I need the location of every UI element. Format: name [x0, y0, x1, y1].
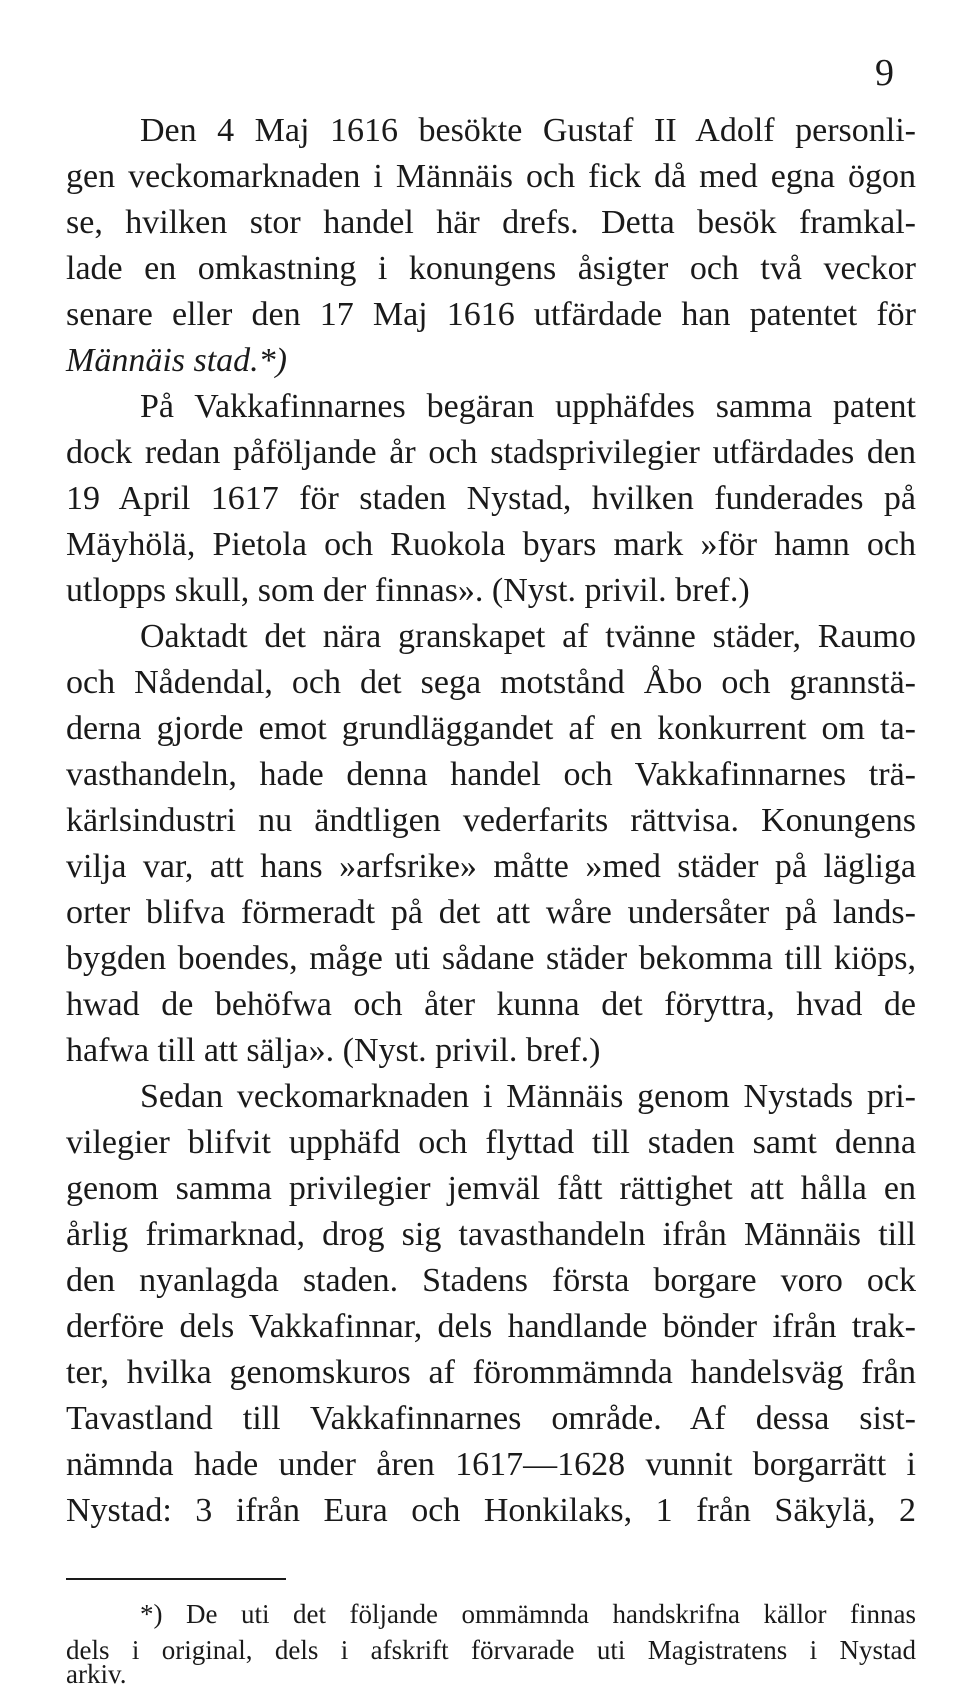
body-line-10: Mäyhölä, Pietola och Ruokola byars mark »för hamn och	[66, 526, 916, 563]
body-line-7: På Vakkafinnarnes begäran upphäfdes samma patent	[140, 388, 916, 425]
body-line-27: derföre dels Vakkafinnar, dels handlande bönder ifrån trak-	[66, 1308, 916, 1345]
body-line-23: vilegier blifvit upphäfd och flyttad till staden samt denna	[66, 1124, 916, 1161]
body-line-31: Nystad: 3 ifrån Eura och Honkilaks, 1 från Säkylä, 2	[66, 1492, 916, 1529]
body-line-28: ter, hvilka genomskuros af förommämnda handelsväg från	[66, 1354, 916, 1391]
body-line-14: derna gjorde emot grundläggandet af en konkurrent om ta-	[66, 710, 916, 747]
body-line-16: kärlsindustri nu ändtligen vederfarits rättvisa. Konungens	[66, 802, 916, 839]
body-line-29: Tavastland till Vakkafinnarnes område. Af dessa sist-	[66, 1400, 916, 1437]
footnote-separator	[66, 1578, 286, 1580]
body-line-13: och Nådendal, och det sega motstånd Åbo och grannstä-	[66, 664, 916, 701]
body-line-9: 19 April 1617 för staden Nystad, hvilken funderades på	[66, 480, 916, 517]
body-line-11: utlopps skull, som der finnas». (Nyst. privil. bref.)	[66, 572, 750, 609]
body-line-22: Sedan veckomarknaden i Männäis genom Nystads pri-	[140, 1078, 916, 1115]
body-line-12: Oaktadt det nära granskapet af tvänne städer, Raumo	[140, 618, 916, 655]
body-line-20: hwad de behöfwa och åter kunna det föryttra, hvad de	[66, 986, 916, 1023]
body-line-2: gen veckomarknaden i Männäis och fick då med egna ögon	[66, 158, 916, 195]
footnote-line-1: *) De uti det följande ommämnda handskrifna källor finnas	[140, 1599, 916, 1629]
body-line-5: senare eller den 17 Maj 1616 utfärdade han patentet för	[66, 296, 916, 333]
body-line-25: årlig frimarknad, drog sig tavasthandeln ifrån Männäis till	[66, 1216, 916, 1253]
body-line-8: dock redan påföljande år och stadsprivilegier utfärdades den	[66, 434, 916, 471]
page-number: 9	[875, 52, 894, 94]
body-line-18: orter blifva förmeradt på det att wåre undersåter på lands-	[66, 894, 916, 931]
footnote-line-3: arkiv.	[66, 1659, 127, 1689]
body-line-26: den nyanlagda staden. Stadens första borgare voro ock	[66, 1262, 916, 1299]
body-line-3: se, hvilken stor handel här drefs. Detta besök framkal-	[66, 204, 916, 241]
body-line-15: vasthandeln, hade denna handel och Vakkafinnarnes trä-	[66, 756, 916, 793]
body-line-21: hafwa till att sälja». (Nyst. privil. bref.)	[66, 1032, 601, 1069]
body-line-4: lade en omkastning i konungens åsigter och två veckor	[66, 250, 916, 287]
body-line-19: bygden boendes, måge uti sådane städer bekomma till kiöps,	[66, 940, 916, 977]
body-line-30: nämnda hade under åren 1617—1628 vunnit borgarrätt i	[66, 1446, 916, 1483]
footnote-line-2: dels i original, dels i afskrift förvarade uti Magistratens i Nystad	[66, 1635, 916, 1665]
body-line-24: genom samma privilegier jemväl fått rättighet att hålla en	[66, 1170, 916, 1207]
body-line-6: Männäis stad.*)	[66, 342, 287, 379]
body-line-1: Den 4 Maj 1616 besökte Gustaf II Adolf personli-	[140, 112, 916, 149]
body-line-17: vilja var, att hans »arfsrike» måtte »med städer på lägliga	[66, 848, 916, 885]
